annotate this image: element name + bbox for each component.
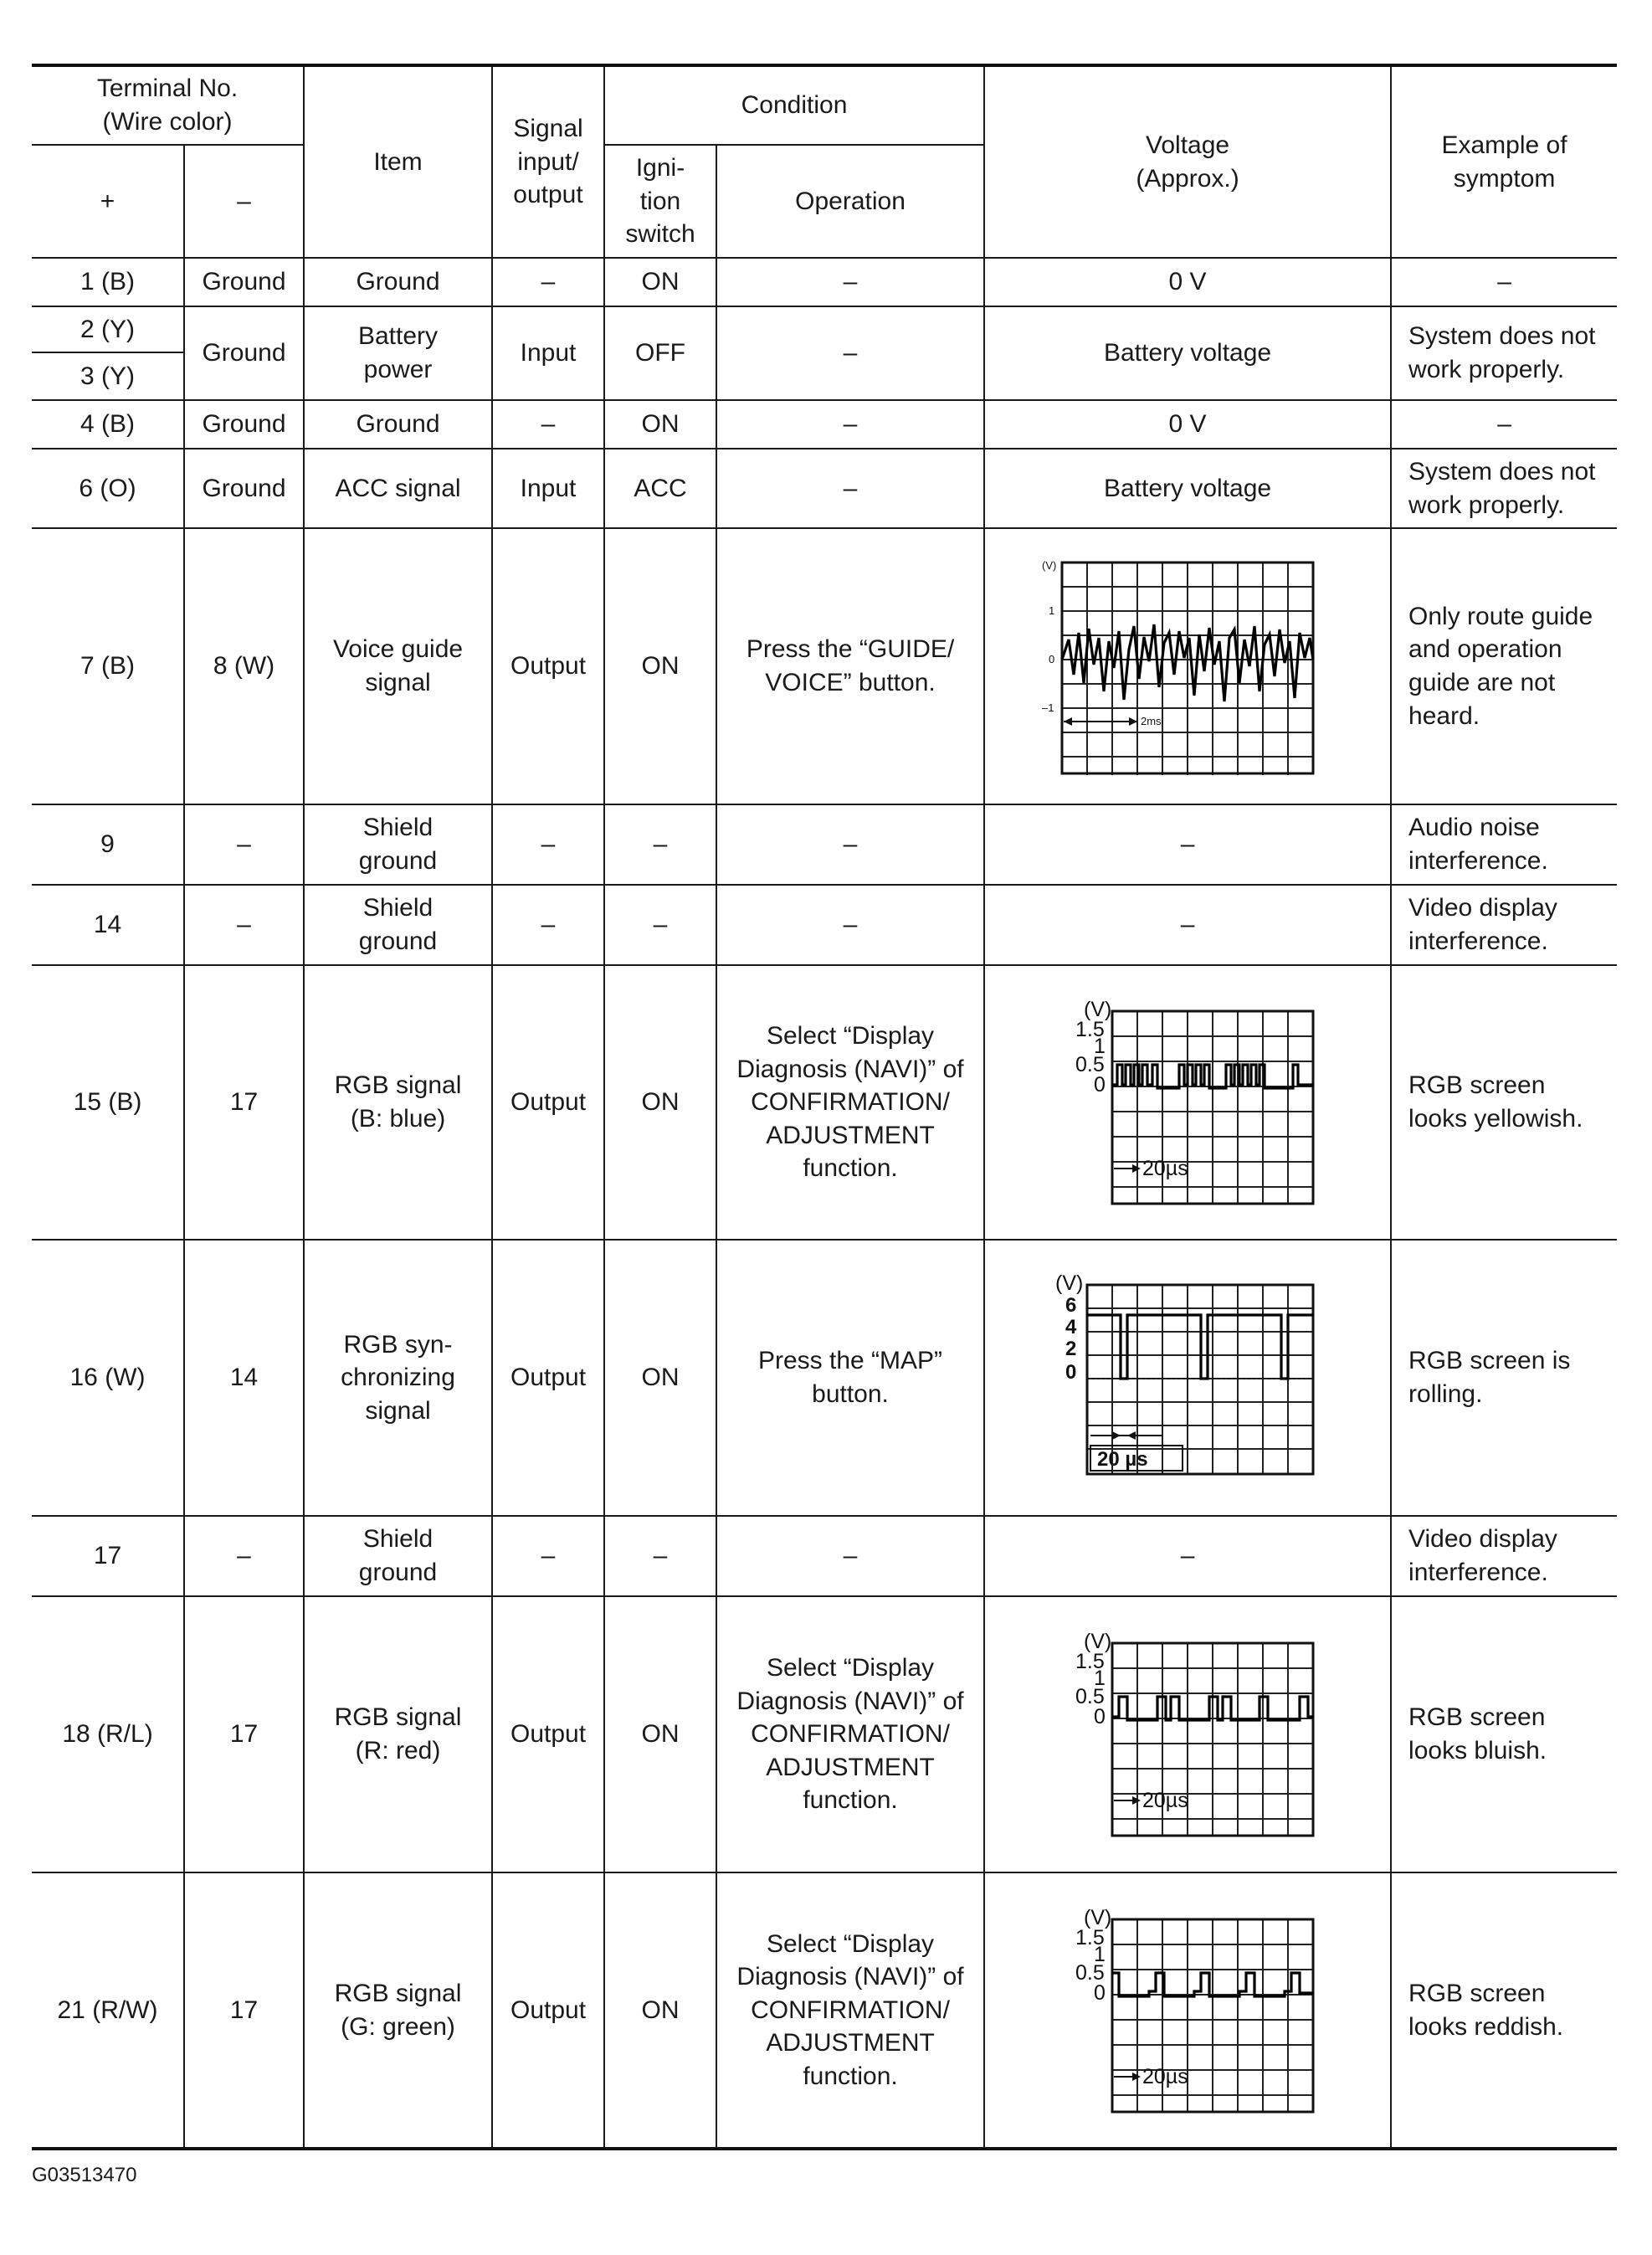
minus-terminal: Ground [184, 258, 304, 306]
time-scale: 20µs [1142, 2064, 1188, 2088]
voltage-waveform [984, 1240, 1391, 1516]
signal-io: Output [492, 1872, 604, 2149]
y-tick: 0.5 [1075, 1053, 1105, 1076]
time-scale: 20µs [1142, 1157, 1188, 1180]
time-scale: 20µs [1142, 1789, 1188, 1812]
item: RGB signal (R: red) [304, 1596, 492, 1872]
operation: Press the “GUIDE/ VOICE” button. [716, 528, 984, 804]
symptom: RGB screen looks bluish. [1391, 1596, 1617, 1872]
ignition: ACC [604, 449, 716, 528]
minus-terminal: – [184, 885, 304, 965]
y-unit: (V) [1055, 1273, 1084, 1295]
symptom: RGB screen looks yellowish. [1391, 965, 1617, 1240]
ignition: ON [604, 1240, 716, 1516]
signal-io: Input [492, 306, 604, 400]
y-tick: 0 [1094, 1073, 1106, 1097]
operation: – [716, 400, 984, 449]
ignition: – [604, 804, 716, 885]
blue-signal-scope [1045, 998, 1330, 1207]
sync-signal-trace [1087, 1315, 1313, 1379]
symptom: System does not work properly. [1391, 449, 1617, 528]
plus-terminal: 7 (B) [32, 528, 184, 804]
y-tick: 4 [1065, 1316, 1077, 1338]
voltage: 0 V [984, 258, 1391, 306]
voltage-waveform [984, 528, 1391, 804]
y-tick: 0.5 [1075, 1960, 1105, 1985]
y-tick: 0 [1049, 653, 1055, 665]
terminal-table [32, 64, 1617, 2150]
plus-terminal: 14 [32, 885, 184, 965]
minus-terminal: 17 [184, 1872, 304, 2149]
terminal-no-header: Terminal No. (Wire color) [32, 65, 304, 145]
voltage-waveform [984, 965, 1391, 1240]
signal-io: – [492, 885, 604, 965]
y-tick: 6 [1065, 1294, 1077, 1317]
plus-terminal: 15 (B) [32, 965, 184, 1240]
y-tick: 0 [1094, 1980, 1106, 2005]
item: RGB signal (G: green) [304, 1872, 492, 2149]
operation: – [716, 804, 984, 885]
signal-io: – [492, 400, 604, 449]
y-unit: (V) [1084, 1905, 1112, 1929]
table-row [32, 306, 1617, 352]
signal-io-header: Signal input/ output [492, 65, 604, 258]
plus-terminal: 2 (Y) [32, 306, 184, 352]
item: Shield ground [304, 804, 492, 885]
minus-terminal: – [184, 1516, 304, 1596]
operation: Select “Display Diagnosis (NAVI)” of CONFIRMATION/ ADJUSTMENT function. [716, 965, 984, 1240]
plus-terminal: 1 (B) [32, 258, 184, 306]
item: ACC signal [304, 449, 492, 528]
y-tick: 1.5 [1075, 1925, 1105, 1949]
signal-io: Output [492, 528, 604, 804]
ignition: – [604, 1516, 716, 1596]
signal-io: – [492, 258, 604, 306]
signal-io: Output [492, 1240, 604, 1516]
minus-terminal: 17 [184, 1596, 304, 1872]
plus-terminal: 18 (R/L) [32, 1596, 184, 1872]
plus-terminal: 6 (O) [32, 449, 184, 528]
ignition: ON [604, 528, 716, 804]
voltage-header: Voltage (Approx.) [984, 65, 1391, 258]
item: Battery power [304, 306, 492, 400]
y-tick: 0 [1094, 1705, 1106, 1728]
sync-signal-scope [1037, 1273, 1338, 1482]
minus-terminal: – [184, 804, 304, 885]
symptom: RGB screen looks reddish. [1391, 1872, 1617, 2149]
symptom: – [1391, 258, 1617, 306]
item: Voice guide signal [304, 528, 492, 804]
table-row [32, 804, 1617, 885]
time-scale: 20 µs [1097, 1448, 1148, 1471]
item: Shield ground [304, 1516, 492, 1596]
y-tick: 1 [1094, 1035, 1106, 1058]
y-tick: –1 [1042, 701, 1054, 714]
symptom: Video display interference. [1391, 885, 1617, 965]
y-tick: 0 [1065, 1361, 1077, 1384]
y-tick: 1 [1094, 1942, 1106, 1966]
table-row [32, 1596, 1617, 1872]
y-tick: 2 [1065, 1338, 1077, 1360]
time-scale: 2ms [1141, 715, 1162, 727]
minus-terminal: Ground [184, 449, 304, 528]
item: Ground [304, 258, 492, 306]
operation: – [716, 258, 984, 306]
ignition: – [604, 885, 716, 965]
voltage: – [984, 1516, 1391, 1596]
y-unit: (V) [1042, 559, 1057, 572]
symptom: System does not work properly. [1391, 306, 1617, 400]
symptom: – [1391, 400, 1617, 449]
voltage: – [984, 885, 1391, 965]
ignition: ON [604, 258, 716, 306]
y-tick: 1.5 [1075, 1018, 1105, 1041]
symptom: RGB screen is rolling. [1391, 1240, 1617, 1516]
green-signal-scope [1045, 1906, 1330, 2115]
item-header: Item [304, 65, 492, 258]
table-row [32, 1872, 1617, 2149]
voltage: 0 V [984, 400, 1391, 449]
voice-waveform-scope [1037, 557, 1338, 775]
operation-header: Operation [716, 145, 984, 258]
condition-header: Condition [604, 65, 984, 145]
plus-terminal: 9 [32, 804, 184, 885]
signal-io: – [492, 804, 604, 885]
voltage: – [984, 804, 1391, 885]
plus-terminal: 4 (B) [32, 400, 184, 449]
operation: – [716, 1516, 984, 1596]
operation: Select “Display Diagnosis (NAVI)” of CONFIRMATION/ ADJUSTMENT function. [716, 1596, 984, 1872]
table-row [32, 885, 1617, 965]
signal-io: Output [492, 965, 604, 1240]
ignition: ON [604, 400, 716, 449]
voltage-waveform [984, 1596, 1391, 1872]
signal-io: Input [492, 449, 604, 528]
figure-code: G03513470 [32, 2164, 137, 2186]
y-unit: (V) [1084, 1630, 1112, 1653]
table-row [32, 1516, 1617, 1596]
plus-terminal: 17 [32, 1516, 184, 1596]
signal-io: – [492, 1516, 604, 1596]
symptom: Only route guide and operation guide are not heard. [1391, 528, 1617, 804]
plus-terminal: 3 (Y) [32, 352, 184, 400]
operation: Press the “MAP” button. [716, 1240, 984, 1516]
ignition: ON [604, 965, 716, 1240]
minus-terminal: 17 [184, 965, 304, 1240]
minus-terminal: Ground [184, 306, 304, 400]
table-row [32, 449, 1617, 528]
minus-terminal: Ground [184, 400, 304, 449]
y-tick: 1 [1094, 1667, 1106, 1690]
item: RGB syn- chronizing signal [304, 1240, 492, 1516]
plus-header: + [32, 145, 184, 258]
operation: – [716, 885, 984, 965]
minus-terminal: 8 (W) [184, 528, 304, 804]
minus-header: – [184, 145, 304, 258]
voltage-waveform [984, 1872, 1391, 2149]
plus-terminal: 21 (R/W) [32, 1872, 184, 2149]
signal-io: Output [492, 1596, 604, 1872]
y-tick: 0.5 [1075, 1685, 1105, 1708]
y-tick: 1 [1049, 604, 1055, 617]
table-row [32, 528, 1617, 804]
table-row [32, 400, 1617, 449]
y-unit: (V) [1084, 998, 1112, 1021]
table-row [32, 1240, 1617, 1516]
ignition: OFF [604, 306, 716, 400]
ignition-switch-header: Igni- tion switch [604, 145, 716, 258]
item: Ground [304, 400, 492, 449]
symptom: Audio noise interference. [1391, 804, 1617, 885]
voltage: Battery voltage [984, 449, 1391, 528]
minus-terminal: 14 [184, 1240, 304, 1516]
y-tick: 1.5 [1075, 1650, 1105, 1673]
plus-terminal: 16 (W) [32, 1240, 184, 1516]
symptom: Video display interference. [1391, 1516, 1617, 1596]
red-signal-scope [1045, 1630, 1330, 1839]
symptom-header: Example of symptom [1391, 65, 1617, 258]
table-row [32, 258, 1617, 306]
ignition: ON [604, 1872, 716, 2149]
operation: – [716, 449, 984, 528]
operation: Select “Display Diagnosis (NAVI)” of CONFIRMATION/ ADJUSTMENT function. [716, 1872, 984, 2149]
item: RGB signal (B: blue) [304, 965, 492, 1240]
item: Shield ground [304, 885, 492, 965]
table-row [32, 965, 1617, 1240]
operation: – [716, 306, 984, 400]
voltage: Battery voltage [984, 306, 1391, 400]
ignition: ON [604, 1596, 716, 1872]
